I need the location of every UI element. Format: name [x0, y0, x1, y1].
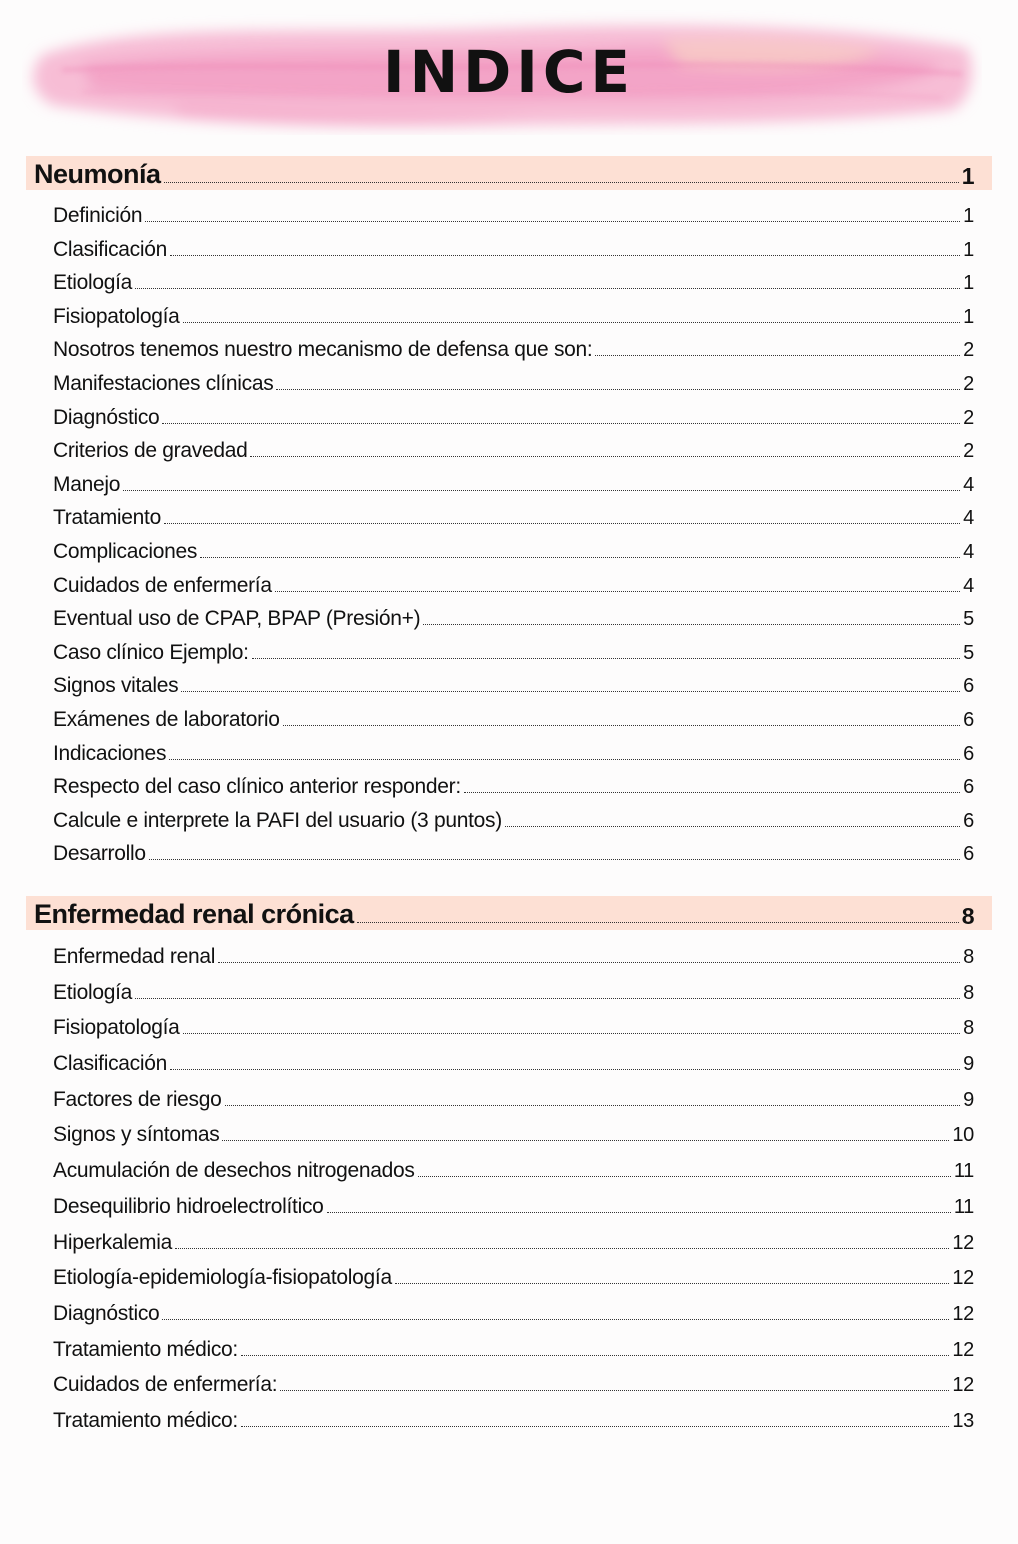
dot-leader — [357, 922, 959, 923]
toc-entry-label: Indicaciones — [53, 741, 167, 765]
dot-leader — [149, 859, 960, 860]
toc-entry[interactable] — [26, 799, 992, 833]
dot-leader — [135, 288, 960, 289]
toc-entry-label: Tratamiento — [53, 506, 161, 530]
toc-entry-page: 2 — [963, 406, 974, 429]
toc-entry[interactable] — [26, 1040, 992, 1076]
toc-entry-page: 12 — [952, 1231, 974, 1254]
dot-leader — [170, 1069, 960, 1070]
toc-entry[interactable] — [26, 295, 992, 329]
dot-leader — [283, 725, 961, 726]
dot-leader — [218, 962, 960, 963]
toc-entry-label: Clasificación — [53, 237, 167, 261]
toc-entry[interactable] — [26, 698, 992, 732]
toc-entry[interactable] — [26, 1183, 992, 1219]
toc-entry[interactable] — [26, 1397, 992, 1433]
dot-leader — [241, 1426, 949, 1427]
dot-leader — [135, 998, 960, 999]
section-heading-label: Neumonía — [34, 159, 161, 189]
toc-entry[interactable] — [26, 631, 992, 665]
toc-entry[interactable] — [26, 1290, 992, 1326]
toc-entry-label: Tratamiento médico: — [53, 1408, 238, 1432]
toc-entry-label: Factores de riesgo — [53, 1087, 222, 1111]
toc-entry-label: Complicaciones — [53, 539, 198, 563]
toc-entry-label: Signos vitales — [53, 674, 179, 698]
toc-entry[interactable] — [26, 598, 992, 632]
toc-entry[interactable] — [26, 564, 992, 598]
toc-entry-label: Etiología — [53, 980, 133, 1004]
toc-entry-label: Nosotros tenemos nuestro mecanismo de defensa que son: — [53, 338, 593, 362]
toc-entry-page: 5 — [963, 608, 974, 631]
dot-leader — [423, 624, 960, 625]
toc-entry-page: 6 — [963, 809, 974, 832]
dot-leader — [145, 221, 960, 222]
toc-entry-label: Cuidados de enfermería: — [53, 1373, 278, 1397]
toc-entry[interactable] — [26, 228, 992, 262]
toc-entry[interactable] — [26, 497, 992, 531]
toc-entry-label: Fisiopatología — [53, 304, 180, 328]
toc-entry-page: 6 — [963, 776, 974, 799]
page-title: INDICE — [382, 38, 636, 106]
toc-entry[interactable] — [26, 930, 992, 969]
toc-entry-label: Signos y síntomas — [53, 1123, 220, 1147]
toc-entry[interactable] — [26, 362, 992, 396]
toc-entry[interactable] — [26, 1326, 992, 1362]
toc-entry-page: 1 — [963, 305, 974, 328]
toc-entry-page: 2 — [963, 339, 974, 362]
toc-entry-label: Fisiopatología — [53, 1016, 180, 1040]
toc-entry[interactable] — [26, 766, 992, 800]
dot-leader — [162, 1319, 949, 1320]
dot-leader — [164, 182, 959, 183]
toc-entry-label: Etiología-epidemiología-fisiopatología — [53, 1266, 392, 1290]
toc-entry-label: Manifestaciones clínicas — [53, 371, 274, 395]
dot-leader — [250, 456, 960, 457]
toc-entry-label: Diagnóstico — [53, 1301, 160, 1325]
toc-entry-page: 12 — [952, 1338, 974, 1361]
toc-entry-label: Eventual uso de CPAP, BPAP (Presión+) — [53, 607, 421, 631]
dot-leader — [169, 759, 960, 760]
toc-entry[interactable] — [26, 1219, 992, 1255]
toc-entry[interactable] — [26, 262, 992, 296]
dot-leader — [505, 826, 960, 827]
toc-entry-label: Caso clínico Ejemplo: — [53, 640, 249, 664]
toc-entry-page: 8 — [963, 981, 974, 1004]
toc-entry-page: 6 — [963, 708, 974, 731]
toc-entry-page: 5 — [963, 641, 974, 664]
section-heading[interactable] — [26, 896, 992, 930]
toc-entry[interactable] — [26, 833, 992, 867]
toc-entry[interactable] — [26, 732, 992, 766]
dot-leader — [175, 1248, 949, 1249]
dot-leader — [595, 355, 960, 356]
dot-leader — [222, 1140, 949, 1141]
toc-entry-page: 12 — [952, 1267, 974, 1290]
dot-leader — [275, 591, 960, 592]
toc-entry-label: Diagnóstico — [53, 405, 160, 429]
toc-entry-page: 10 — [952, 1124, 974, 1147]
dot-leader — [252, 658, 961, 659]
toc-entry-label: Desequilibrio hidroelectrolítico — [53, 1194, 324, 1218]
dot-leader — [395, 1283, 950, 1284]
section-heading[interactable] — [26, 156, 992, 190]
toc-entry-label: Enfermedad renal — [53, 945, 216, 968]
dot-leader — [418, 1176, 951, 1177]
dot-leader — [241, 1355, 949, 1356]
toc-entry-page: 9 — [963, 1053, 974, 1076]
toc-entry[interactable] — [26, 396, 992, 430]
toc-entry-page: 1 — [963, 272, 974, 295]
toc-entry-page: 8 — [963, 946, 974, 968]
toc-entry-page: 11 — [953, 1160, 974, 1183]
dot-leader — [164, 523, 960, 524]
toc-entry-page: 2 — [963, 372, 974, 395]
toc-entry-page: 1 — [963, 238, 974, 261]
toc-entry-label: Criterios de gravedad — [53, 439, 248, 463]
toc-entry-label: Acumulación de desechos nitrogenados — [53, 1159, 415, 1183]
toc-entry-page: 2 — [963, 440, 974, 463]
toc-entry[interactable] — [26, 190, 992, 228]
toc-entry-page: 4 — [963, 507, 974, 530]
dot-leader — [276, 389, 960, 390]
dot-leader — [327, 1212, 951, 1213]
dot-leader — [225, 1105, 961, 1106]
toc-entry-label: Desarrollo — [53, 842, 146, 866]
toc-entry-page: 4 — [963, 540, 974, 563]
toc-entry-label: Tratamiento médico: — [53, 1337, 238, 1361]
dot-leader — [183, 322, 961, 323]
toc-entry-page: 9 — [963, 1088, 974, 1111]
toc-entry-label: Etiología — [53, 271, 133, 295]
toc-entry-page: 12 — [952, 1302, 974, 1325]
section-heading-page: 1 — [961, 163, 974, 189]
toc-entry-page: 4 — [963, 473, 974, 496]
dot-leader — [170, 255, 960, 256]
toc-entry-page: 8 — [963, 1017, 974, 1040]
toc-entry-label: Manejo — [53, 472, 121, 496]
toc-entry-label: Calcule e interprete la PAFI del usuario (3 puntos) — [53, 808, 502, 832]
dot-leader — [200, 557, 960, 558]
section-heading-page: 8 — [961, 903, 974, 929]
toc-entry-page: 1 — [963, 205, 974, 227]
toc-entry-page: 11 — [953, 1195, 974, 1218]
toc-entry-page: 4 — [963, 574, 974, 597]
toc-entry-label: Definición — [53, 204, 143, 227]
toc-entry[interactable] — [26, 329, 992, 363]
toc-entry-label: Exámenes de laboratorio — [53, 707, 280, 731]
toc-entry-label: Respecto del caso clínico anterior responder: — [53, 775, 461, 799]
section-heading-label: Enfermedad renal crónica — [34, 899, 354, 929]
dot-leader — [183, 1033, 961, 1034]
dot-leader — [123, 490, 960, 491]
toc-entry[interactable] — [26, 463, 992, 497]
dot-leader — [280, 1390, 949, 1391]
dot-leader — [162, 423, 960, 424]
toc-section-enfermedad-renal-cronica — [26, 896, 992, 1433]
toc-entry-page: 6 — [963, 742, 974, 765]
toc-entry-label: Hiperkalemia — [53, 1230, 172, 1254]
toc-entry-label: Cuidados de enfermería — [53, 573, 272, 597]
toc-entry-page: 12 — [952, 1374, 974, 1397]
toc-entry-label: Clasificación — [53, 1052, 167, 1076]
toc-entry[interactable] — [26, 1076, 992, 1112]
toc-entry[interactable] — [26, 530, 992, 564]
toc-entry-page: 6 — [963, 843, 974, 866]
toc-entry-page: 6 — [963, 675, 974, 698]
dot-leader — [464, 792, 960, 793]
toc-entry-page: 13 — [952, 1409, 974, 1432]
toc-entry[interactable] — [26, 1255, 992, 1291]
toc-entry[interactable] — [26, 969, 992, 1005]
dot-leader — [181, 691, 960, 692]
toc-entry[interactable] — [26, 430, 992, 464]
toc-entry[interactable] — [26, 665, 992, 699]
toc-entry[interactable] — [26, 1362, 992, 1398]
toc-entry[interactable] — [26, 1005, 992, 1041]
toc-section-neumonia — [26, 156, 992, 866]
toc-entry[interactable] — [26, 1147, 992, 1183]
toc-entry[interactable] — [26, 1112, 992, 1148]
